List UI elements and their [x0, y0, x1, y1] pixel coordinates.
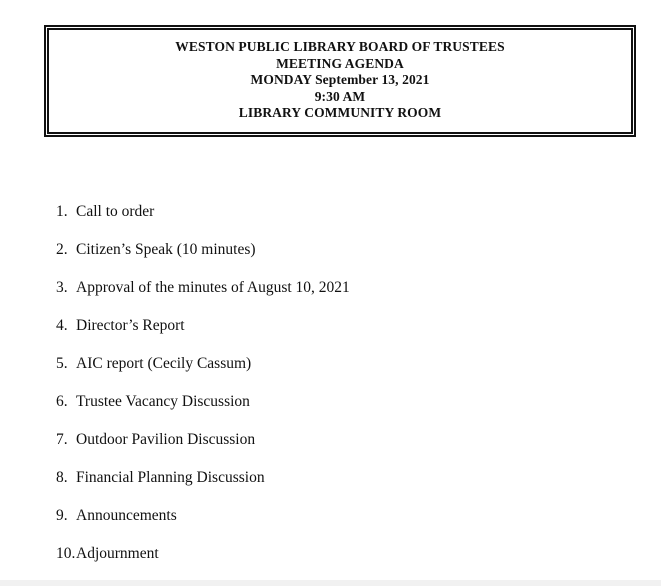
agenda-item-text: Financial Planning Discussion	[76, 469, 265, 486]
agenda-item-financial-planning	[56, 467, 350, 505]
agenda-item-text: Outdoor Pavilion Discussion	[76, 431, 256, 448]
agenda-item-number: 5.	[56, 355, 68, 372]
agenda-item-number: 6.	[56, 393, 68, 410]
agenda-item-number: 7.	[56, 431, 68, 448]
agenda-item-text: Approval of the minutes of August 10, 2021	[76, 279, 350, 296]
page-bottom-edge	[0, 580, 661, 586]
agenda-item-aic-report	[56, 353, 350, 391]
agenda-header-box	[44, 25, 636, 137]
agenda-item-text: Director’s Report	[76, 317, 185, 334]
agenda-item-text: AIC report (Cecily Cassum)	[76, 355, 252, 372]
agenda-item-minutes-approval	[56, 277, 350, 315]
agenda-item-outdoor-pavilion	[56, 429, 350, 467]
agenda-item-text: Trustee Vacancy Discussion	[76, 393, 250, 410]
agenda-header-text	[49, 39, 631, 122]
agenda-item-text: Call to order	[76, 203, 155, 220]
agenda-item-citizens-speak	[56, 239, 350, 277]
agenda-item-number: 3.	[56, 279, 68, 296]
agenda-item-number: 8.	[56, 469, 68, 486]
agenda-item-text: Adjournment	[76, 545, 159, 562]
meeting-location: LIBRARY COMMUNITY ROOM	[238, 105, 442, 120]
meeting-time: 9:30 AM	[314, 88, 366, 104]
agenda-item-call-to-order	[56, 201, 350, 239]
agenda-item-number: 2.	[56, 241, 68, 258]
agenda-item-text: Announcements	[76, 507, 177, 524]
agenda-item-directors-report	[56, 315, 350, 353]
agenda-list	[56, 201, 350, 581]
document-title: MEETING AGENDA	[276, 55, 404, 71]
agenda-item-text: Citizen’s Speak (10 minutes)	[76, 241, 256, 258]
agenda-item-announcements	[56, 505, 350, 543]
agenda-item-number: 1.	[56, 203, 68, 220]
agenda-item-trustee-vacancy	[56, 391, 350, 429]
agenda-item-number: 9.	[56, 507, 68, 524]
board-title: WESTON PUBLIC LIBRARY BOARD OF TRUSTEES	[175, 39, 505, 54]
meeting-date: MONDAY September 13, 2021	[250, 72, 430, 87]
agenda-item-number: 10.	[56, 545, 76, 562]
agenda-item-adjournment	[56, 543, 350, 581]
agenda-item-number: 4.	[56, 317, 68, 334]
